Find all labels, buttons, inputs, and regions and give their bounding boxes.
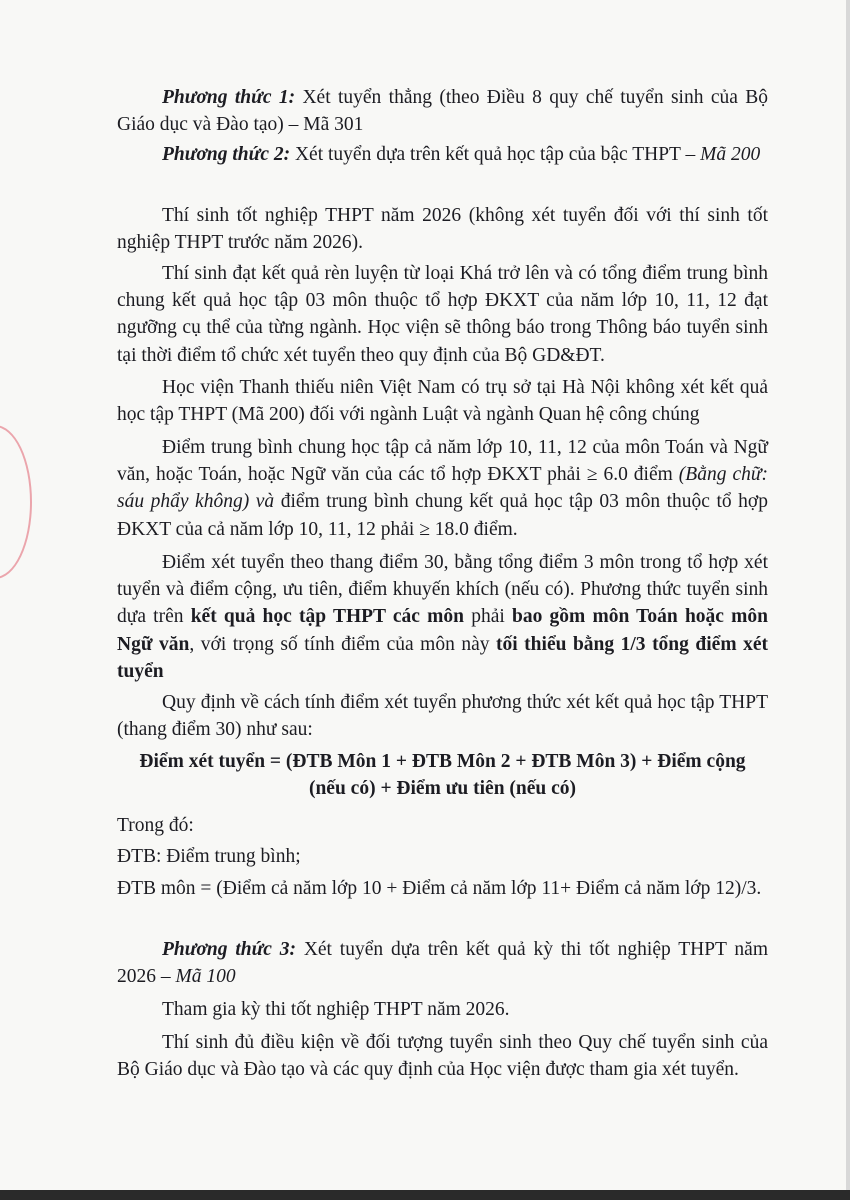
score-threshold-paragraph (117, 434, 768, 543)
threshold-text-2: điểm trung bình chung kết quả học tập 03 môn thuộc tổ hợp ĐKXT của cả năm lớp 10, 11, 12 phải ≥ 18.0 điểm. (117, 491, 768, 540)
red-stamp-fragment (0, 425, 32, 579)
hanoi-exclusion: Học viện Thanh thiếu niên Việt Nam có trụ sở tại Hà Nội không xét kết quả học tập THPT (Mã 200) đối với ngành Luật và ngành Quan hệ công chúng (117, 377, 768, 426)
method-2-text: Xét tuyển dựa trên kết quả học tập của bậc THPT – (290, 144, 701, 165)
method-2-paragraph (162, 141, 768, 168)
method-2-code: Mã 200 (700, 144, 761, 165)
scan-edge (846, 0, 850, 1200)
eligibility-paragraph: Thí sinh đủ điều kiện về đối tượng tuyển sinh theo Quy chế tuyển sinh của Bộ Giáo dục và Đào tạo và các quy định của Học viện được tham gia xét tuyển. (117, 1032, 768, 1081)
dtb-definition: ĐTB: Điểm trung bình; (117, 846, 301, 867)
formula-line-1: Điểm xét tuyển = (ĐTB Môn 1 + ĐTB Môn 2 + ĐTB Môn 3) + Điểm cộng (139, 751, 746, 772)
formula-intro: Quy định về cách tính điểm xét tuyển phương thức xét kết quả học tập THPT (thang điểm 30) như sau: (117, 692, 768, 741)
method-2-label: Phương thức 2: (162, 144, 291, 165)
scoring-text-3: , với trọng số tính điểm của môn này (189, 633, 497, 655)
method-3-code: Mã 100 (175, 966, 236, 988)
method-3-paragraph (117, 936, 768, 990)
scoring-bold-1: kết quả học tập THPT các môn (190, 606, 464, 628)
scoring-bold-3: tối thiểu bằng 1/3 tổng điểm xét tuyển (117, 633, 768, 682)
conduct-requirement: Thí sinh đạt kết quả rèn luyện từ loại Khá trở lên và có tổng điểm trung bình chung kết quả học tập 03 môn thuộc tổ hợp ĐKXT của năm lớp 10, 11, 12 đạt ngưỡng cụ thể của từng ngành. Học viện sẽ thông báo trong Thông báo tuyển sinh tại thời điểm tổ chức xét tuyển theo quy định của Bộ GD&ĐT. (117, 263, 768, 366)
dtb-subject-formula: ĐTB môn = (Điểm cả năm lớp 10 + Điểm cả năm lớp 11+ Điểm cả năm lớp 12)/3. (117, 878, 762, 899)
method-3-label: Phương thức 3: (162, 939, 296, 960)
formula-line-2: (nếu có) + Điểm ưu tiên (nếu có) (308, 778, 577, 799)
method-1-text: Xét tuyển thẳng (theo Điều 8 quy chế tuyển sinh của Bộ Giáo dục và Đào tạo) – Mã 301 (117, 87, 769, 136)
method-3-text: Xét tuyển dựa trên kết quả kỳ thi tốt nghiệp THPT năm 2026 – (117, 939, 769, 988)
exam-participation: Tham gia kỳ thi tốt nghiệp THPT năm 2026. (162, 999, 510, 1020)
scoring-paragraph (117, 549, 768, 685)
threshold-text: Điểm trung bình chung học tập cả năm lớp 10, 11, 12 của môn Toán và Ngữ văn, hoặc Toán, hoặc Ngữ văn của các tổ hợp ĐKXT phải ≥ 6.0 điểm (117, 437, 768, 486)
threshold-words: (Bằng chữ: sáu phẩy không) và (117, 464, 768, 513)
method-1-label: Phương thức 1: (162, 87, 296, 108)
where-label: Trong đó: (117, 815, 194, 836)
scoring-text-2: phải (464, 606, 512, 628)
scoring-bold-2: bao gồm môn Toán hoặc môn Ngữ văn (117, 606, 768, 655)
scan-bottom-border (0, 1190, 850, 1200)
method-1-paragraph (117, 84, 768, 138)
graduation-requirement: Thí sinh tốt nghiệp THPT năm 2026 (không xét tuyển đối với thí sinh tốt nghiệp THPT trước năm 2026). (117, 205, 768, 254)
scoring-text: Điểm xét tuyển theo thang điểm 30, bằng tổng điểm 3 môn trong tổ hợp xét tuyển và điểm cộng, ưu tiên, điểm khuyến khích (nếu có). Phương thức tuyển sinh dựa trên (117, 552, 768, 628)
